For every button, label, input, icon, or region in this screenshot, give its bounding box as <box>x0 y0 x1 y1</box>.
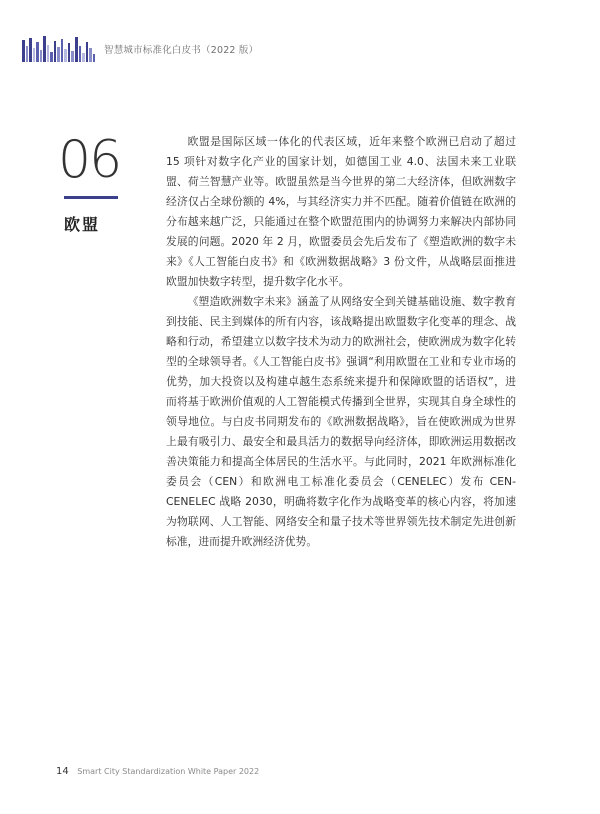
chapter-divider <box>64 196 118 199</box>
body-text <box>166 132 516 552</box>
city-skyline-logo-icon <box>22 36 96 62</box>
body-paragraph: 《塑造欧洲数字未来》涵盖了从网络安全到关键基础设施、数字教育到技能、民主到媒体的所有内容，该战略提出欧盟数字化变革的理念、战略和行动，希望建立以数字技术为动力的欧洲社会，使欧洲成为数字化转型的全球领导者。《人工智能白皮书》强调“利用欧盟在工业和专业市场的优势，加大投资以及构建卓越生态系统来提升和保障欧盟的话语权”，进而将基于欧洲价值观的人工智能模式传播到全世界，实现其自身全球性的领导地位。与白皮书同期发布的《欧洲数据战略》，旨在使欧洲成为世界上最有吸引力、最安全和最具活力的数据导向经济体，即欧洲运用数据改善决策能力和提高全体居民的生活水平。与此同时，2021 年欧洲标准化委员会（CEN）和欧洲电工标准化委员会（CENELEC）发布 CEN-CENELEC 战略 2030，明确将数字化作为战略变革的核心内容，将加速为物联网、人工智能、网络安全和量子技术等世界领先技术制定先进创新标准，进而提升欧洲经济优势。 <box>166 295 516 548</box>
body-paragraph: 欧盟是国际区域一体化的代表区域，近年来整个欧洲已启动了超过 15 项针对数字化产业的国家计划，如德国工业 4.0、法国未来工业联盟、荷兰智慧产业等。欧盟虽然是当今世界的第二大经济体，但欧洲数字经济仅占全球份额的 4%，与其经济实力并不匹配。随着价值链在欧洲的分布越来越广泛，只能通过在整个欧盟范围内的协调努力来解决内部协同发展的问题。2020 年 2 月，欧盟委员会先后发布了《塑造欧洲的数字未来》《人工智能白皮书》和《欧洲数据战略》3 份文件，从战略层面推进欧盟加快数字转型，提升数字化水平。 <box>166 135 516 288</box>
chapter-number: 06 <box>58 130 121 190</box>
chapter-title: 欧盟 <box>64 215 101 234</box>
running-header-title: 智慧城市标准化白皮书（2022 版） <box>104 45 259 56</box>
footer-text: Smart City Standardization White Paper 2022 <box>77 767 260 776</box>
page-footer <box>56 766 259 777</box>
page-number: 14 <box>56 766 69 777</box>
